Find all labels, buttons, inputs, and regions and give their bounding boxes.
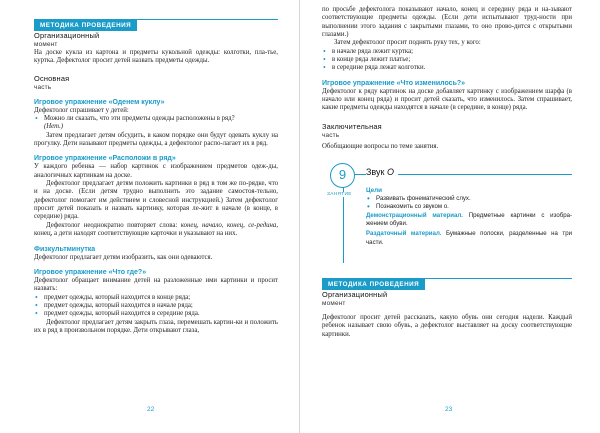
page-number-left: 22 (147, 406, 155, 413)
list-item: • в середине ряда лежат колготки. (322, 64, 572, 72)
game3-list (34, 294, 278, 319)
org-moment-heading: Организационный момент (34, 31, 100, 48)
main-part-heading: Основная часть (34, 73, 70, 91)
fizk-text: Дефектолог предлагает детям изобразить, как они одеваются. (34, 253, 213, 261)
list-item: • в начале ряда лежит куртка; (322, 48, 572, 56)
game2-p3: Дефектолог неоднократно повторяет слова: конец, начало, конец, се-редина, конец, а дети находят соответствующие карточки и указывают на них. (34, 221, 279, 238)
game4-heading: Игровое упражнение «Что изменилось?» (322, 79, 466, 87)
list-item: • предмет одежды, который находится в конце ряда; (34, 294, 278, 302)
method-banner: МЕТОДИКА ПРОВЕДЕНИЯ (34, 20, 137, 31)
lesson-vertical-divider (343, 187, 344, 263)
raise-hand-list (322, 48, 572, 73)
game3-heading: Игровое упражнение «Что где?» (34, 268, 147, 276)
game1-text: Затем предлагает детям обсудить, в каком порядке они будут одевать куклу на прогулку. Дети называют предметы одежды, а дефектолог распо-лагает их в ряд. (34, 131, 278, 148)
org-moment-text: Дефектолог просит детей рассказать, какую обувь они сегодня надели. Каждый ребенок называет свою обувь, а дефектолог выставляет на доску соответствующие картинки. (322, 314, 572, 338)
game1-list (34, 115, 278, 132)
continued-text: по просьбе дефектолога показывают начало, конец и середину ряда и на-зывают соответствующие предметы одежды. (Если дети испытывают труд-ности при выполнении этого задания с закрытыми глазами, то оно прово-дится с открытыми глазами.) (322, 6, 572, 39)
handout-material: Раздаточный материал. Бумажные полоски, разделенные на три части. (366, 230, 572, 246)
game1-intro: Дефектолог спрашивает у детей: (34, 106, 129, 114)
list-item: • Развивать фонематический слух. (366, 195, 572, 203)
game2-p2: Дефектолог предлагает детям положить картинки в ряд в том же по-рядке, что и на доске. (Если детям трудно выполнить это задание самостоя-тельно, дефектолог помогает им действием и словесной инструкцией.) Затем дефектолог просит детей показать и назвать картинку, которая ле-жит в начале (в конце, в середине) ряда. (34, 180, 278, 221)
list-item: • в конце ряда лежит платье; (322, 56, 572, 64)
left-column (34, 14, 278, 335)
lesson-label: ЗАНЯТИЕ (327, 192, 352, 198)
lesson-body (366, 187, 572, 247)
list-item: • Можно ли сказать, что эти предметы одежды расположены в ряд? (Нет.) (34, 115, 278, 132)
demo-material: Демонстрационный материал. Предметные картинки с изобра-жением обуви. (366, 211, 572, 228)
lesson-block (322, 163, 572, 267)
game3-text: Дефектолог предлагает детям закрыть глаза, перемешать картин-ки и положить их в ряд в произвольном порядке. Дети открывают глаза, (34, 318, 278, 334)
list-item: • предмет одежды, который находится в середине ряда. (34, 310, 278, 318)
raise-hand-text: Затем дефектолог просит поднять руку тех, у кого: (334, 39, 481, 47)
game1-heading: Игровое упражнение «Оденем куклу» (34, 98, 165, 106)
method-banner: МЕТОДИКА ПРОВЕДЕНИЯ (322, 279, 425, 290)
goals-list (366, 195, 572, 212)
page-number-right: 23 (445, 406, 453, 413)
game2-p1: У каждого ребенка — набор картинок с изображением предметов одеж-ды, аналогичных картинкам на доске. (34, 163, 278, 179)
game4-text: Дефектолог к ряду картинок на доске добавляет картинку с изображением шарфа (в начало или конец ряда) и просит детей сказать, что изменилось. Затем спрашивает, какие предметы одежды находятся в начале (в середине, в конце) ряда. (322, 87, 572, 112)
list-item: • Познакомить со звуком о. (366, 203, 572, 211)
banner-rule (34, 14, 278, 29)
game3-intro: Дефектолог обращает внимание детей на разложенные ими картинки и просит назвать: (34, 276, 278, 293)
right-column (322, 6, 572, 339)
game2-heading: Игровое упражнение «Расположи в ряд» (34, 155, 176, 163)
lesson-number-circle: 9 (330, 163, 355, 188)
final-text: Обобщающие вопросы по теме занятия. (322, 142, 439, 150)
list-item: • предмет одежды, который находится в начале ряда; (34, 302, 278, 310)
org-moment-heading: Организационный момент (322, 290, 388, 308)
lesson-title: Звук О (366, 167, 398, 177)
org-moment-text: На доске кукла из картона и предметы кукольной одежды: колготки, пла-тье, куртка. Дефектолог просит детей назвать предметы одежды. (34, 49, 278, 65)
banner-rule (322, 273, 572, 289)
goals-heading: Цели (366, 187, 383, 195)
fizk-heading: Физкультминутка (34, 245, 96, 253)
final-part-heading: Заключительная часть (322, 121, 382, 139)
